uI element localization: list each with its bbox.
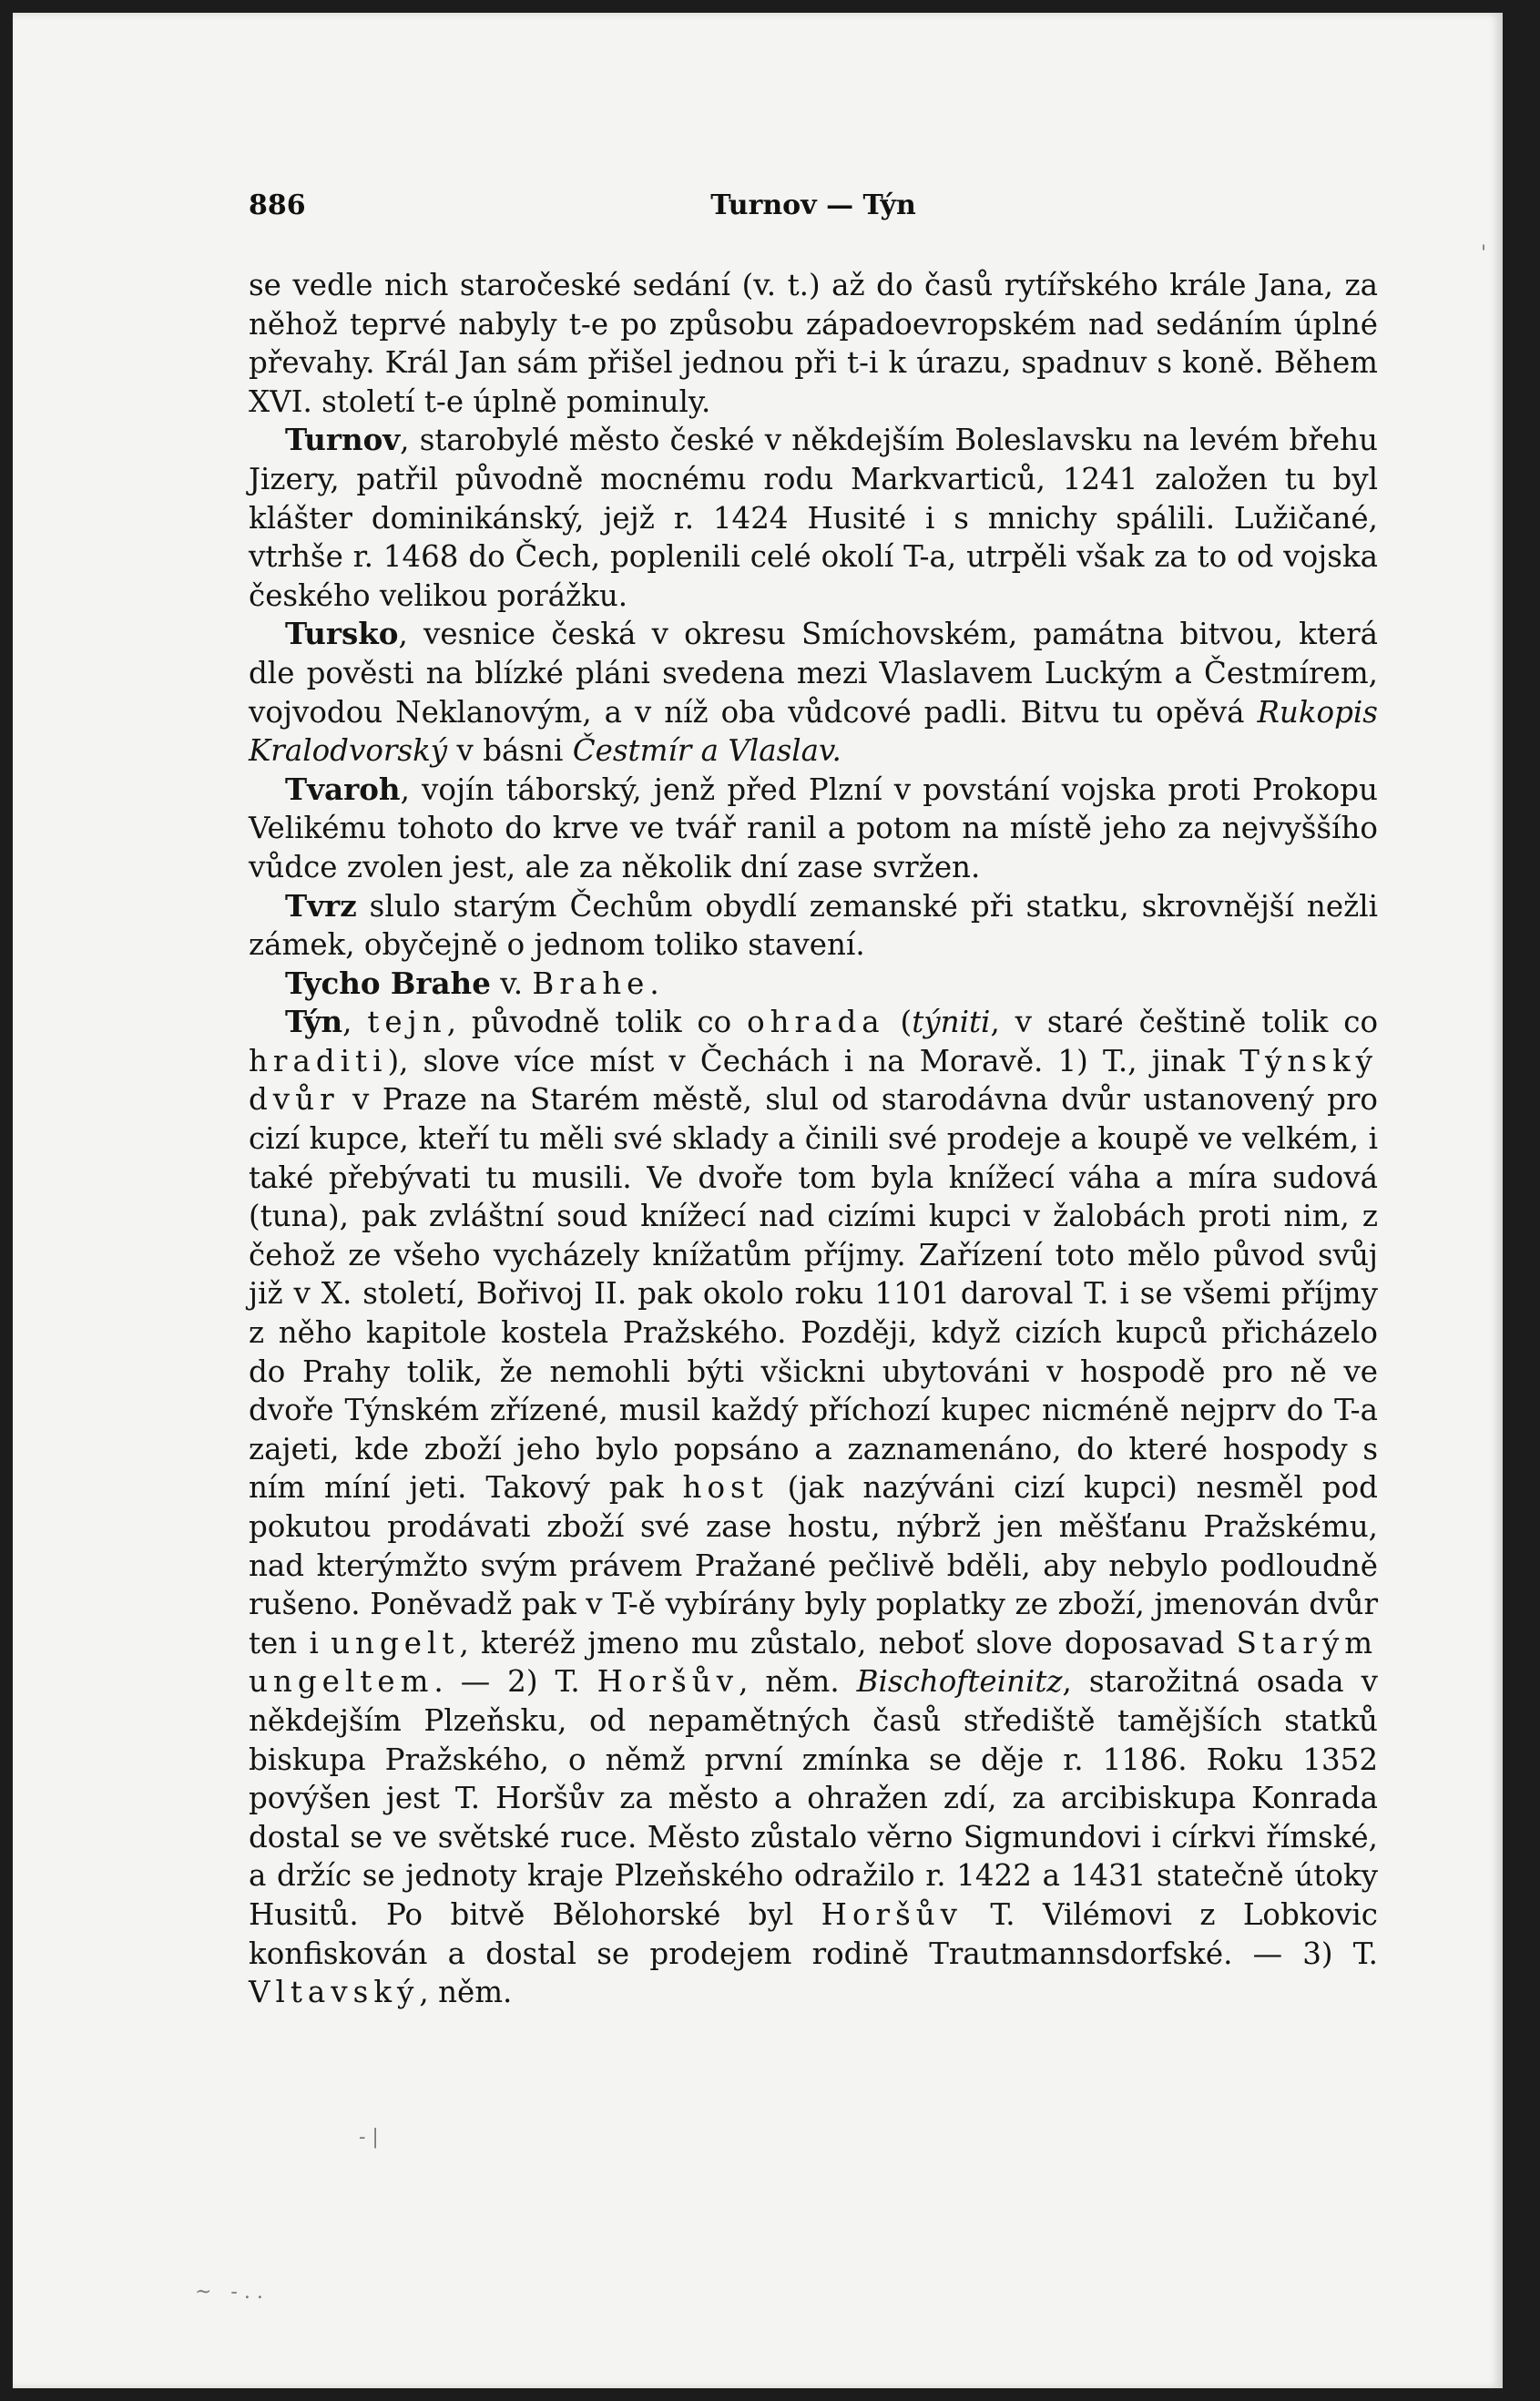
running-title: Turnov — Týn [710,189,916,221]
poem-title: Čestmír a Vlaslav. [572,733,841,769]
entry-tyn: Týn, tejn, původně tolik co ohrada (týniti, v staré češtině tolik co hraditi), slove více míst v Čechách i na Moravě. 1) T., jinak Týnský dvůr v Praze na Starém městě, slul od starodávna dvůr ustanovený pro cizí kupce, kteří tu měli své sklady a činili své prodeje a koupě ve velkém, i také přebývati tu musili. Ve dvoře tom byla knížecí váha a míra sudová (tuna), pak zvláštní soud knížecí nad cizími kupci v žalobách proti nim, z čehož ze všeho vycházely knížatům příjmy. Zařízení toto mělo původ svůj již v X. století, Bořivoj II. pak okolo roku 1101 daroval T. i se všemi příjmy z něho kapitole kostela Pražského. Později, když cizích kupců přicházelo do Prahy tolik, že nemohli býti všickni ubytováni v hospodě pro ně ve dvoře Týnském zřízené, musil každý příchozí kupec nicméně nejprv do T-a zajeti, kde zboží jeho bylo popsáno a zaznamenáno, do které hospody s ním míní jeti. Takový pak host (jak nazýváni cizí kupci) nesměl pod pokutou prodávati zboží své zase hostu, nýbrž jen měšťanu Pražskému, nad kterýmžto svým právem Pražané pečlivě bděli, aby nebylo podloudně rušeno. Poněvadž pak v T-ě vybírány byly poplatky ze zboží, jmenován dvůr ten i ungelt, kteréž jmeno mu zůstalo, neboť slove doposavad Starým ungeltem. — 2) T. Horšův, něm. Bischofteinitz, starožitná osada v někdejším Plzeňsku, od nepamětných časů střediště tamějších statků biskupa Pražského, o němž první zmínka se děje r. 1186. Roku 1352 povýšen jest T. Horšův za město a ohražen zdí, za arcibiskupa Konrada dostal se ve světské ruce. Město zůstalo věrno Sigmundovi i církvi římské, a držíc se jednoty kraje Plzeňského odražilo r. 1422 a 1431 statečně útoky Husitů. Po bitvě Bělohorské byl Horšův T. Vilémovi z Lobkovic konfiskován a dostal se prodejem rodině Trautmannsdorfské. — 3) T. Vltavský, něm. [249,1004,1379,2010]
book-page [13,13,1503,2388]
paragraph-continued: se vedle nich staročeské sedání (v. t.) až do časů rytířského krále Jana, za něhož teprvé nabyly t-e po způsobu západoevropském nad sedáním úplné převahy. Král Jan sám přišel jednou při t-i k úrazu, spadnuv s koně. Během XVI. století t-e úplně pominuly. [249,268,1378,419]
headword: Tursko [285,616,399,652]
entry-tvaroh: Tvaroh, vojín táborský, jenž před Plzní v povstání vojska proti Prokopu Velikému tohoto do krve ve tvář ranil a potom na místě jeho za nejvyššího vůdce zvolen jest, ale za několik dní zase svržen. [249,771,1378,884]
entry-tursko: Tursko, vesnice česká v okresu Smíchovském, památna bitvou, která dle pověsti na blízké pláni svedena mezi Vlaslavem Luckým a Čestmírem, vojvodou Neklanovým, a v níž oba vůdcové padli. Bitvu tu opěvá Rukopis Kralodvorský v básni Čestmír a Vlaslav. [249,616,1378,769]
headword: Turnov [285,422,401,458]
body-text [249,266,1378,2012]
work-title: Rukopis Kralodvorský [249,694,1378,769]
entry-turnov: Turnov, starobylé město české v někdejším Boleslavsku na levém břehu Jizery, patřil původně mocnému rodu Markvarticů, 1241 založen tu byl klášter dominikánský, jejž r. 1424 Husité i s mnichy spálili. Lužičané, vtrhše r. 1468 do Čech, poplenili celé okolí T-a, utrpěli však za to od vojska českého velikou porážku. [249,422,1378,613]
speck-mark: ' [1481,242,1487,265]
page-number: 886 [249,189,306,221]
headword: Tycho Brahe [285,965,491,1001]
speck-mark: ~ - . . [195,2281,263,2304]
cross-reference: Brahe. [532,966,665,1001]
headword: Tvaroh [285,771,401,807]
running-header [249,189,1378,226]
entry-tycho-brahe: Tycho Brahe v. Brahe. [285,965,665,1001]
headword: Tvrz [285,887,357,924]
headword: Týn [285,1004,343,1040]
speck-mark: - | [359,2126,379,2149]
entry-tvrz: Tvrz slulo starým Čechům obydlí zemanské při statku, skrovnější nežli zámek, obyčejně o jednom toliko stavení. [249,887,1378,963]
